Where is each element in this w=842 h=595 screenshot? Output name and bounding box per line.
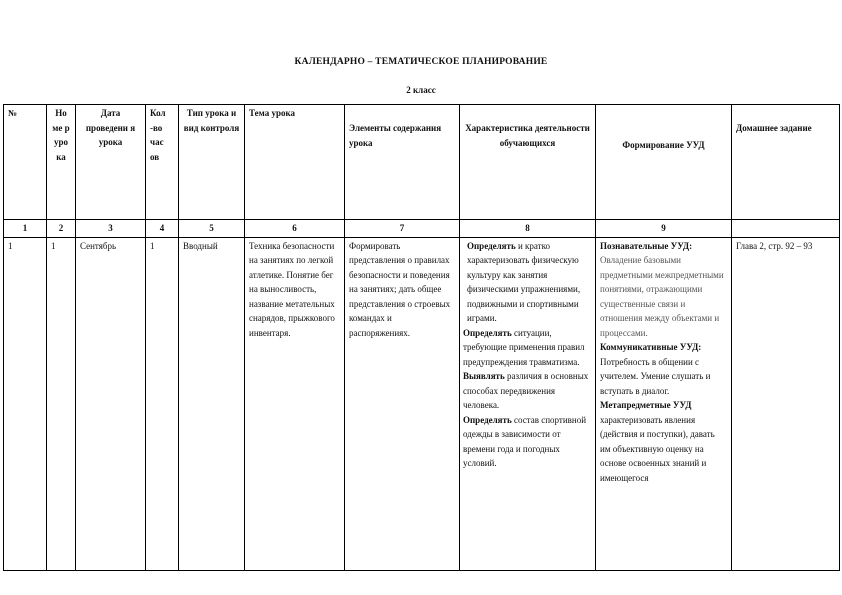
planning-table xyxy=(3,104,840,571)
cell-lesson-number: 1 xyxy=(47,237,76,570)
column-number: 5 xyxy=(179,220,245,238)
column-number: 3 xyxy=(76,220,146,238)
header-homework: Домашнее задание xyxy=(732,105,840,220)
table-row xyxy=(4,237,840,570)
activity-verb: Выявлять xyxy=(463,371,505,381)
activity-verb: Определять xyxy=(467,240,516,251)
uud-paragraph xyxy=(600,239,727,341)
uud-text: Потребность в общении с учителем. Умение слушать и вступать в диалог. xyxy=(600,356,711,396)
header-topic: Тема урока xyxy=(245,105,345,220)
header-lesson-number: Но ме р уро ка xyxy=(47,105,76,220)
activity-paragraph xyxy=(463,326,591,370)
header-hours: Кол -во час ов xyxy=(146,105,179,220)
activity-text: состав спортивной одежды в зависимости от времени года и погодных условий. xyxy=(463,414,587,468)
cell-lesson-type: Вводный xyxy=(179,237,245,570)
cell-content-elements: Формировать представления о правилах безопасности и поведения на занятиях; дать общее представления о строевых командах и распоряжениях. xyxy=(345,237,460,570)
column-number: 1 xyxy=(4,220,47,238)
activity-verb: Определять xyxy=(463,327,512,338)
column-number: 8 xyxy=(460,220,596,238)
cell-hours: 1 xyxy=(146,237,179,570)
header-lesson-type: Тип урока и вид контроля xyxy=(179,105,245,220)
activity-text: и кратко характеризовать физическую культуру как занятия физическими упражнениями, подвижными и спортивными играми. xyxy=(467,240,581,323)
header-uud: Формирование УУД xyxy=(596,105,732,220)
uud-paragraph xyxy=(600,398,727,485)
column-number-empty xyxy=(732,220,840,238)
cell-number: 1 xyxy=(4,237,47,570)
column-number: 2 xyxy=(47,220,76,238)
activity-text: ситуации, требующие применения правил предупреждения травматизма. xyxy=(463,327,585,367)
column-number: 6 xyxy=(245,220,345,238)
column-number: 7 xyxy=(345,220,460,238)
document-title: КАЛЕНДАРНО – ТЕМАТИЧЕСКОЕ ПЛАНИРОВАНИЕ xyxy=(294,57,548,67)
header-date: Дата проведени я урока xyxy=(76,105,146,220)
activity-paragraph xyxy=(463,413,591,471)
cell-date: Сентябрь xyxy=(76,237,146,570)
column-numbers-row xyxy=(4,220,840,238)
cell-topic: Техника безопасности на занятиях по легкой атлетике. Понятие бег на выносливость, название метательных снарядов, прыжкового инвентаря. xyxy=(245,237,345,570)
activity-paragraph xyxy=(463,369,591,413)
activity-text: различия в основных способах передвижения человека. xyxy=(463,371,589,410)
uud-heading: Познавательные УУД: xyxy=(600,240,693,251)
uud-paragraph xyxy=(600,340,727,398)
header-number: № xyxy=(4,105,47,220)
header-content-elements: Элементы содержания урока xyxy=(345,105,460,220)
activity-verb: Определять xyxy=(463,414,512,425)
column-number: 9 xyxy=(596,220,732,238)
uud-text: Овладение базовыми предметными межпредметными понятиями, отражающими существенные связи и отношения между объектами и процессами. xyxy=(600,255,724,338)
class-subtitle: 2 класс xyxy=(406,85,436,95)
activity-paragraph xyxy=(463,239,591,326)
uud-heading: Метапредметные УУД xyxy=(600,400,692,410)
cell-uud xyxy=(596,237,732,570)
uud-text: характеризовать явления (действия и поступки), давать им объективную оценку на основе освоенных знаний и имеющегося xyxy=(600,414,715,483)
cell-activity xyxy=(460,237,596,570)
header-activity: Характеристика деятельности обучающихся xyxy=(460,105,596,220)
cell-homework: Глава 2, стр. 92 – 93 xyxy=(732,237,840,570)
column-number: 4 xyxy=(146,220,179,238)
header-row xyxy=(4,105,840,220)
uud-heading: Коммуникативные УУД: xyxy=(600,342,702,352)
